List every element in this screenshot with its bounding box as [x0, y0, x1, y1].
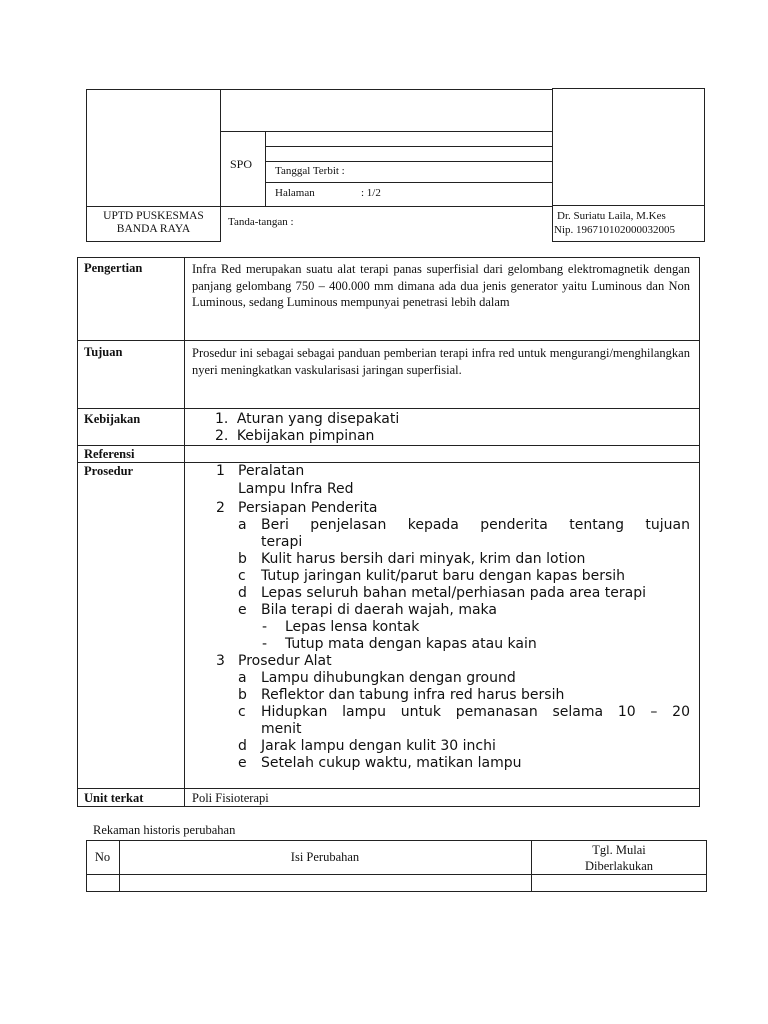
- unit-terkait-label: Unit terkat: [84, 791, 144, 805]
- item-mark: d: [238, 738, 247, 754]
- official-name: Dr. Suriatu Laila, M.Kes: [557, 210, 666, 222]
- item-text: Tutup jaringan kulit/parut baru dengan kapas bersih: [261, 568, 626, 584]
- halaman-label: Halaman: [275, 187, 315, 199]
- kebijakan-item: Kebijakan pimpinan: [236, 428, 375, 444]
- row-divider: [77, 340, 700, 341]
- item-text: Lampu dihubungkan dengan ground: [261, 670, 516, 686]
- step-number: 1: [216, 463, 225, 479]
- item-text: Reflektor dan tabung infra red harus bersih: [261, 687, 565, 703]
- item-mark: d: [238, 585, 247, 601]
- logo-box-left: [86, 89, 221, 207]
- history-col-tgl-line2: Diberlakukan: [584, 859, 654, 873]
- item-mark: e: [238, 755, 247, 771]
- kebijakan-item: Aturan yang disepakati: [236, 411, 400, 427]
- unit-terkait-text: Poli Fisioterapi: [192, 791, 269, 805]
- item-text: Jarak lampu dengan kulit 30 inchi: [261, 738, 496, 754]
- step-detail: Lampu Infra Red: [238, 481, 354, 497]
- tanggal-terbit-label: Tanggal Terbit :: [275, 165, 345, 177]
- spo-label: SPO: [230, 157, 253, 171]
- subitem-dash: -: [262, 636, 268, 652]
- item-mark: e: [238, 602, 247, 618]
- history-row-divider: [86, 874, 707, 875]
- organization-line-2: BANDA RAYA: [116, 223, 191, 235]
- history-col-tgl-line1: Tgl. Mulai: [592, 843, 646, 857]
- info-row-divider: [265, 146, 553, 147]
- info-row-divider: [265, 161, 553, 162]
- row-divider: [77, 445, 700, 446]
- subitem-text: Lepas lensa kontak: [285, 619, 420, 635]
- step-title: Persiapan Penderita: [238, 500, 378, 516]
- history-title: Rekaman historis perubahan: [93, 823, 236, 837]
- item-mark: b: [238, 687, 247, 703]
- item-text: Kulit harus bersih dari minyak, krim dan lotion: [261, 551, 586, 567]
- item-text: Setelah cukup waktu, matikan lampu: [261, 755, 522, 771]
- kebijakan-label: Kebijakan: [84, 412, 141, 426]
- item-text: Lepas seluruh bahan metal/perhiasan pada area terapi: [261, 585, 646, 601]
- history-col-tgl: [531, 842, 707, 874]
- official-nip: Nip. 196710102000032005: [554, 224, 675, 236]
- referensi-label: Referensi: [84, 447, 135, 461]
- list-item: [215, 411, 399, 428]
- organization-line-1: UPTD PUSKESMAS: [103, 210, 204, 222]
- list-item: [215, 428, 374, 445]
- item-mark: a: [238, 670, 247, 686]
- item-text-continued: terapi: [261, 534, 303, 550]
- step-title: Prosedur Alat: [238, 653, 332, 669]
- info-row-divider: [265, 182, 553, 183]
- subitem-dash: -: [262, 619, 268, 635]
- item-text-continued: menit: [261, 721, 302, 737]
- list-number: 2.: [215, 428, 229, 444]
- prosedur-label: Prosedur: [84, 464, 134, 478]
- official-info: [554, 209, 705, 237]
- history-col-no: No: [94, 850, 111, 864]
- history-column-divider: [119, 840, 120, 892]
- history-col-isi: Isi Perubahan: [290, 850, 360, 864]
- subitem-text: Tutup mata dengan kapas atau kain: [285, 636, 537, 652]
- logo-box-right: [552, 88, 705, 206]
- tujuan-text: Prosedur ini sebagai sebagai panduan pemberian terapi infra red untuk mengurangi/menghilangkan nyeri meningkatkan vaskularisasi jaringan superfisial.: [192, 346, 690, 377]
- item-mark: b: [238, 551, 247, 567]
- item-text: Bila terapi di daerah wajah, maka: [261, 602, 497, 618]
- step-title: Peralatan: [238, 463, 305, 479]
- pengertian-label: Pengertian: [84, 261, 143, 275]
- row-divider: [77, 788, 700, 789]
- tanda-tangan-label: Tanda-tangan :: [228, 216, 294, 228]
- halaman-value: : 1/2: [361, 187, 381, 199]
- row-divider: [77, 462, 700, 463]
- row-divider: [77, 408, 700, 409]
- step-number: 3: [216, 653, 225, 669]
- step-number: 2: [216, 500, 225, 516]
- pengertian-text: Infra Red merupakan suatu alat terapi panas superfisial dari gelombang elektromagnetik dengan panjang gelombang 750 – 400.000 mm dimana ada dua jenis generator yaitu Luminous dan Non Luminous, sedang Luminous mempunyai penetrasi lebih dalam: [192, 262, 690, 309]
- item-mark: c: [238, 568, 246, 584]
- list-number: 1.: [215, 411, 229, 427]
- item-text: Hidupkan lampu untuk pemanasan selama 10 – 20: [261, 704, 690, 720]
- item-mark: a: [238, 517, 247, 533]
- organization-name: [86, 210, 221, 236]
- item-text: Beri penjelasan kepada penderita tentang tujuan: [261, 517, 690, 533]
- tujuan-label: Tujuan: [84, 345, 123, 359]
- title-box: [220, 89, 553, 132]
- item-mark: c: [238, 704, 246, 720]
